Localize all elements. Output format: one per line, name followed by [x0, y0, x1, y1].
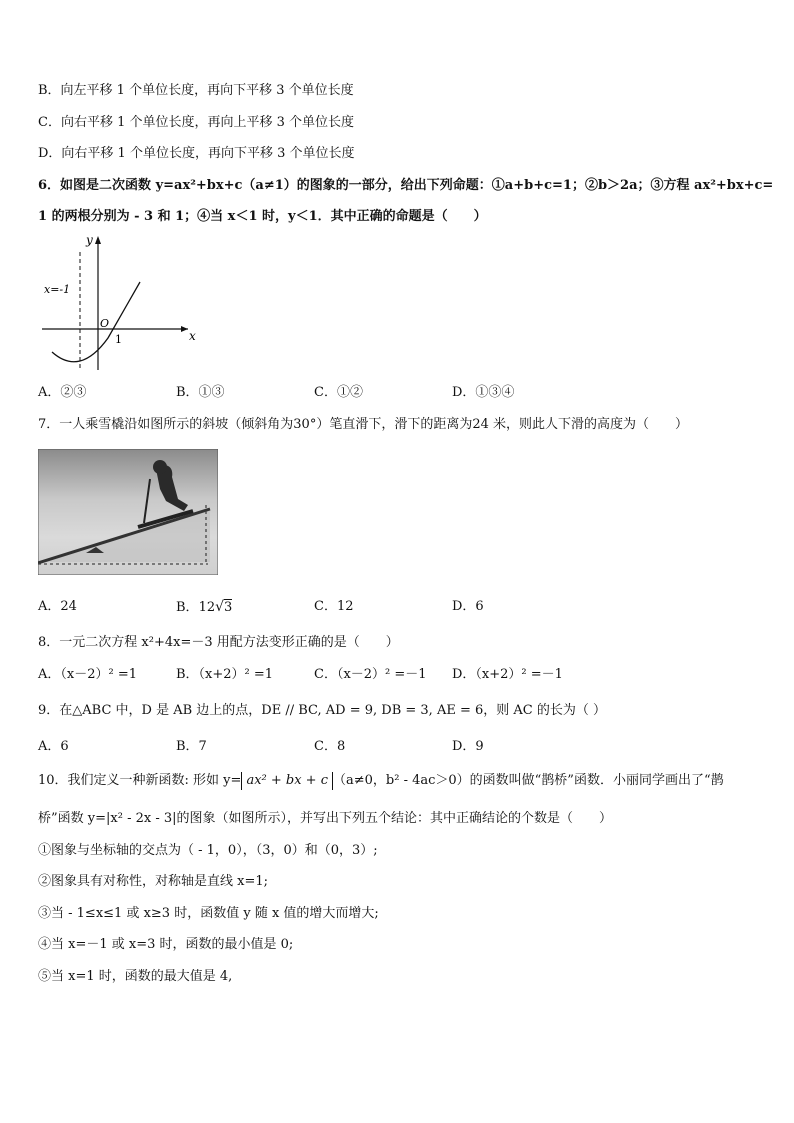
y-axis-arrow [95, 236, 101, 244]
q10-stem-line2: 桥”函数 y=|x² - 2x - 3|的图象（如图所示），并写出下列五个结论：其中正确结论的个数是（ ） [38, 811, 613, 826]
axis-line-label: x=-1 [44, 283, 71, 296]
q6-option-c: C．①② [314, 385, 363, 400]
x-label: x [189, 329, 196, 343]
q7-option-b [176, 598, 232, 617]
q7-option-a: A．24 [38, 599, 77, 614]
q10-statement-5: ⑤当 x=1 时，函数的最大值是 4, [38, 969, 233, 984]
option-d-prev: D．向右平移 1 个单位长度，再向下平移 3 个单位长度 [38, 146, 355, 161]
q10-abs-expression: ax² + bx + c [241, 772, 333, 790]
q6-option-d: D．①③④ [452, 385, 515, 400]
q7-option-b-radicand: 3 [224, 600, 233, 615]
q8-option-a: A．（x－2）² =1 [38, 667, 137, 682]
q6-stem-line1: 6．如图是二次函数 y=ax²+bx+c（a≠1）的图象的一部分，给出下列命题：①a+b+c=1；②b＞2a；③方程 ax²+bx+c= [38, 178, 774, 193]
one-label: 1 [115, 333, 122, 346]
q10-statement-2: ②图象具有对称性，对称轴是直线 x=1; [38, 874, 269, 889]
q9-stem: 9．在△ABC 中，D 是 AB 边上的点，DE // BC, AD = 9, DB = 3, AE = 6，则 AC 的长为（ ） [38, 703, 606, 718]
q10-stem-pre: 10．我们定义一种新函数: 形如 y= [38, 773, 242, 788]
q9-option-b: B．7 [176, 739, 207, 754]
q9-option-a: A．6 [38, 739, 69, 754]
q6-stem-line2: 1 的两根分别为 - 3 和 1；④当 x＜1 时，y＜1．其中正确的命题是（ ） [38, 209, 487, 224]
origin-label: O [100, 317, 110, 330]
q8-option-c: C．（x－2）² =－1 [314, 667, 427, 682]
q10-stem-line1 [38, 772, 724, 790]
q7-option-d: D．6 [452, 599, 484, 614]
x-axis-arrow [181, 326, 188, 332]
y-label: y [86, 233, 93, 247]
q10-statement-4: ④当 x=－1 或 x=3 时，函数的最小值是 0; [38, 937, 294, 952]
q6-option-b: B．①③ [176, 385, 225, 400]
q10-statement-3: ③当 - 1≤x≤1 或 x≥3 时，函数值 y 随 x 值的增大而增大; [38, 906, 379, 921]
q10-stem-post: （a≠0，b² - 4ac＞0）的函数叫做“鹊桥”函数．小丽同学画出了“鹊 [332, 773, 724, 788]
option-c-prev: C．向右平移 1 个单位长度，再向上平移 3 个单位长度 [38, 115, 355, 130]
q7-option-c: C．12 [314, 599, 354, 614]
q6-parabola-figure [38, 232, 208, 372]
q6-option-a: A．②③ [38, 385, 87, 400]
q7-option-b-coef: 12 [198, 600, 216, 615]
q8-stem: 8．一元二次方程 x²+4x=－3 用配方法变形正确的是（ ） [38, 635, 399, 650]
option-b-prev: B．向左平移 1 个单位长度，再向下平移 3 个单位长度 [38, 83, 354, 98]
q9-option-d: D．9 [452, 739, 484, 754]
q7-sled-photo [38, 449, 218, 575]
q8-option-d: D．（x+2）² =－1 [452, 667, 563, 682]
q8-option-b: B．（x+2）² =1 [176, 667, 274, 682]
q7-stem: 7．一人乘雪橇沿如图所示的斜坡（倾斜角为30°）笔直滑下，滑下的距离为24 米，则此人下滑的高度为（ ） [38, 417, 688, 432]
q7-option-b-label: B． [176, 600, 199, 615]
q9-option-c: C．8 [314, 739, 346, 754]
q10-statement-1: ①图象与坐标轴的交点为（ - 1，0），（3，0）和（0，3）; [38, 843, 378, 858]
sqrt-icon: √ [215, 599, 225, 615]
